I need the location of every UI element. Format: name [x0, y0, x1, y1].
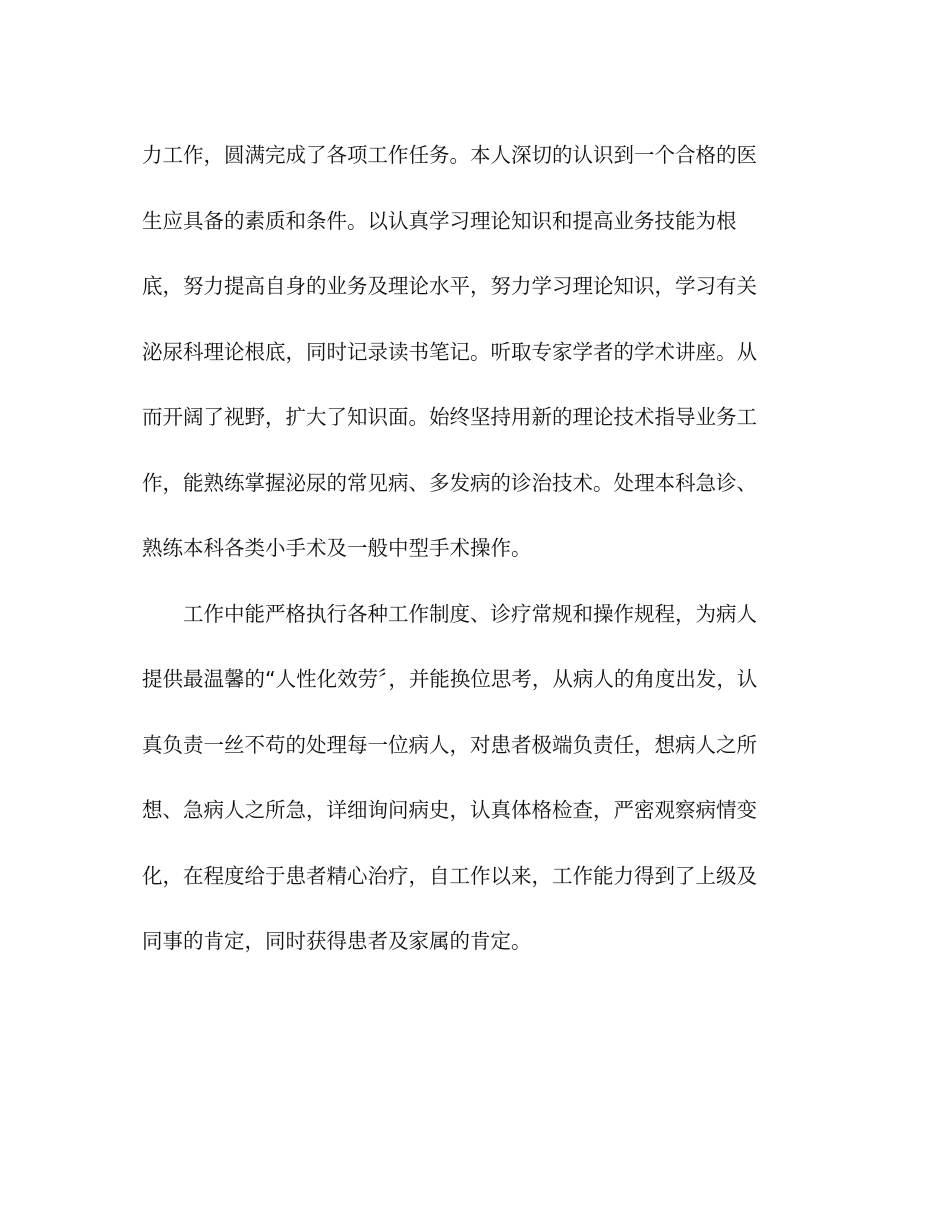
text-line-12: 化，在程度给于患者精心治疗，自工作以来，工作能力得到了上级及: [142, 863, 757, 888]
text-line-6: 作，能熟练掌握泌尿的常见病、多发病的诊治技术。处理本科急诊、: [142, 470, 757, 495]
text-line-2: 生应具备的素质和条件。以认真学习理论知识和提高业务技能为根: [142, 208, 737, 233]
text-line-11: 想、急病人之所急，详细询问病史，认真体格检查，严密观察病情变: [142, 798, 757, 822]
text-line-10: 真负责一丝不苟的处理每一位病人，对患者极端负责任，想病人之所: [142, 732, 757, 757]
body-text: [142, 135, 822, 987]
text-line-9: 提供最温馨的“人性化效劳〞，并能换位思考，从病人的角度出发，认: [142, 667, 758, 691]
text-line-3: 底，努力提高自身的业务及理论水平，努力学习理论知识，学习有关: [142, 274, 757, 298]
text-line-4: 泌尿科理论根底，同时记录读书笔记。听取专家学者的学术讲座。从: [142, 339, 757, 364]
text-line-5: 而开阔了视野，扩大了知识面。始终坚持用新的理论技术指导业务工: [142, 405, 757, 429]
text-line-13: 同事的肯定，同时获得患者及家属的肯定。: [142, 929, 532, 953]
text-line-1: 力工作，圆满完成了各项工作任务。本人深切的认识到一个合格的医: [142, 143, 757, 167]
text-line-7: 熟练本科各类小手术及一般中型手术操作。: [142, 536, 532, 560]
paragraph-2-first-line: 工作中能严格执行各种工作制度、诊疗常规和操作规程，为病人: [183, 601, 757, 626]
